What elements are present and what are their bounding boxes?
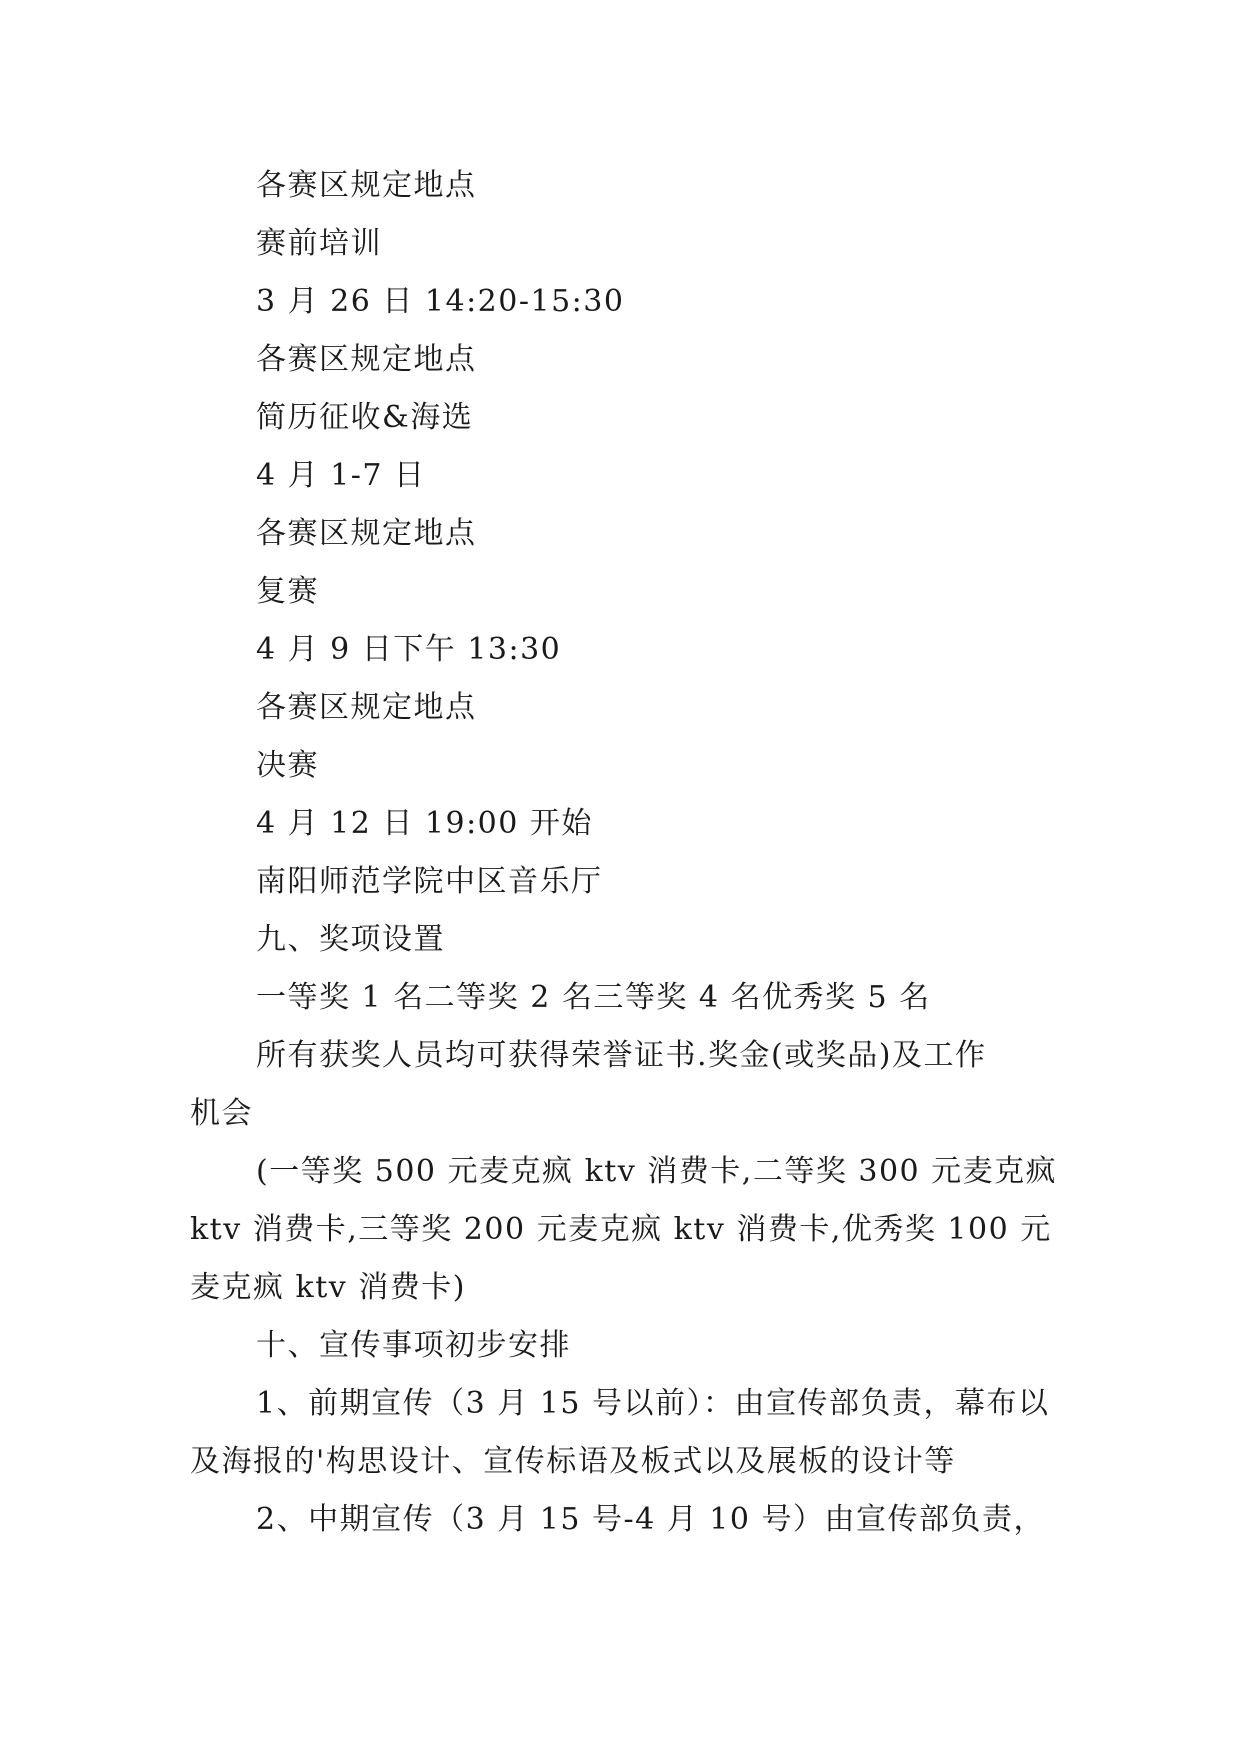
text-line: 各赛区规定地点 [256,342,477,377]
paragraph-line: 1、前期宣传（3 月 15 号以前）：由宣传部负责，幕布以 [256,1386,1050,1421]
document-body [190,157,1058,1549]
section-heading: 九、奖项设置 [256,922,445,957]
paragraph-prize-details [190,1143,1058,1317]
text-line: 4 月 1-7 日 [256,458,426,493]
text-line: 各赛区规定地点 [256,690,477,725]
text-line: 4 月 9 日下午 13:30 [256,632,562,667]
text-line: 简历征收&海选 [256,400,474,435]
paragraph-line: 及海报的'构思设计、宣传标语及板式以及展板的设计等 [190,1444,956,1479]
text-line: 4 月 12 日 19:00 开始 [256,806,593,841]
text-line: 一等奖 1 名二等奖 2 名三等奖 4 名优秀奖 5 名 [256,980,931,1015]
section-heading-publicity [190,1317,1052,1375]
text-line: 决赛 [256,748,319,783]
paragraph-line: 2、中期宣传（3 月 15 号-4 月 10 号）由宣传部负责， [256,1502,1045,1537]
paragraph-line: 十、宣传事项初步安排 [256,1328,571,1363]
paragraph-mid-publicity [190,1491,1052,1549]
paragraph-line: ktv 消费卡,三等奖 200 元麦克疯 ktv 消费卡,优秀奖 100 元 [190,1212,1052,1247]
text-line: 各赛区规定地点 [256,516,477,551]
text-line: 赛前培训 [256,226,382,261]
paragraph-line: 麦克疯 ktv 消费卡) [190,1270,466,1305]
paragraph-line: 所有获奖人员均可获得荣誉证书.奖金(或奖品)及工作 [256,1038,987,1073]
paragraph-line: 机会 [190,1096,253,1131]
text-line: 3 月 26 日 14:20-15:30 [256,284,625,319]
paragraph-prize-benefits [190,1027,1052,1143]
text-line: 南阳师范学院中区音乐厅 [256,864,603,899]
text-line: 复赛 [256,574,319,609]
text-line: 各赛区规定地点 [256,168,477,203]
paragraph-line: (一等奖 500 元麦克疯 ktv 消费卡,二等奖 300 元麦克疯 [256,1154,1058,1189]
paragraph-early-publicity [190,1375,1052,1491]
